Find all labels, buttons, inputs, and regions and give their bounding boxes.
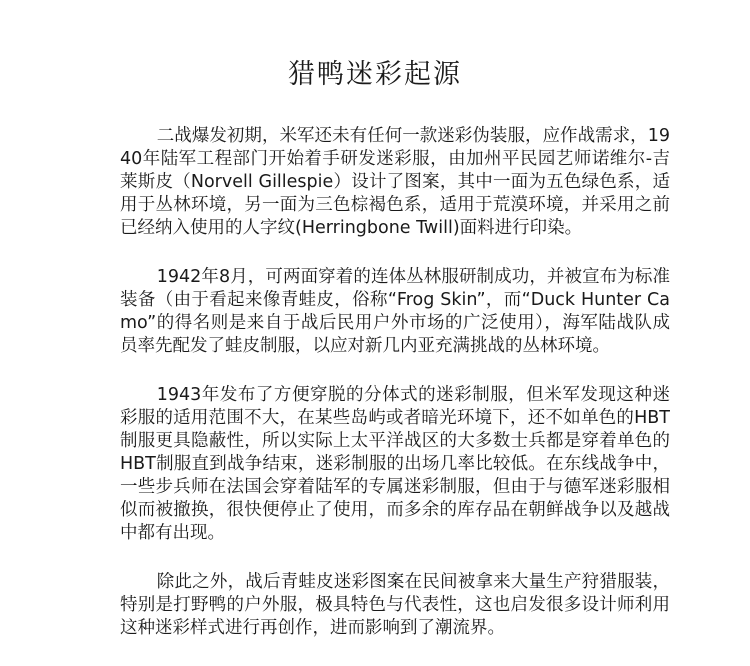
- paragraph-4: 除此之外，战后青蛙皮迷彩图案在民间被拿来大量生产狩猎服装，特别是打野鸭的户外服，极具特色与代表性，这也启发很多设计师利用这种迷彩样式进行再创作，进而影响到了潮流界。: [120, 572, 670, 638]
- paragraph-2: 1942年8月，可两面穿着的连体丛林服研制成功，并被宣布为标准装备（由于看起来像青蛙皮，俗称“Frog Skin”，而“Duck Hunter Camo”的得名则是来自于战后民用户外市场的广泛使用），海军陆战队成员率先配发了蛙皮制服，以应对新几内亚充满挑战的丛林环境。: [120, 267, 670, 356]
- page-title: 猎鸭迷彩起源: [288, 59, 462, 90]
- paragraph-1: 二战爆发初期，米军还未有任何一款迷彩伪装服，应作战需求，1940年陆军工程部门开始着手研发迷彩服，由加州平民园艺师诺维尔-吉莱斯皮（Norvell Gillespie）设计了图案，其中一面为五色绿色系，适用于丛林环境，另一面为三色棕褐色系，适用于荒漠环境，并采用之前已经纳入使用的人字纹(Herringbone Twill)面料进行印染。: [120, 126, 670, 238]
- article-body: [120, 125, 670, 666]
- paragraph-3: 1943年发布了方便穿脱的分体式的迷彩制服，但米军发现这种迷彩服的适用范围不大，在某些岛屿或者暗光环境下，还不如单色的HBT制服更具隐蔽性，所以实际上太平洋战区的大多数士兵都是穿着单色的HBT制服直到战争结束，迷彩制服的出场几率比较低。在东线战争中，一些步兵师在法国会穿着陆军的专属迷彩制服，但由于与德军迷彩服相似而被撤换，很快便停止了使用，而多余的库存品在朝鲜战争以及越战中都有出现。: [120, 385, 670, 543]
